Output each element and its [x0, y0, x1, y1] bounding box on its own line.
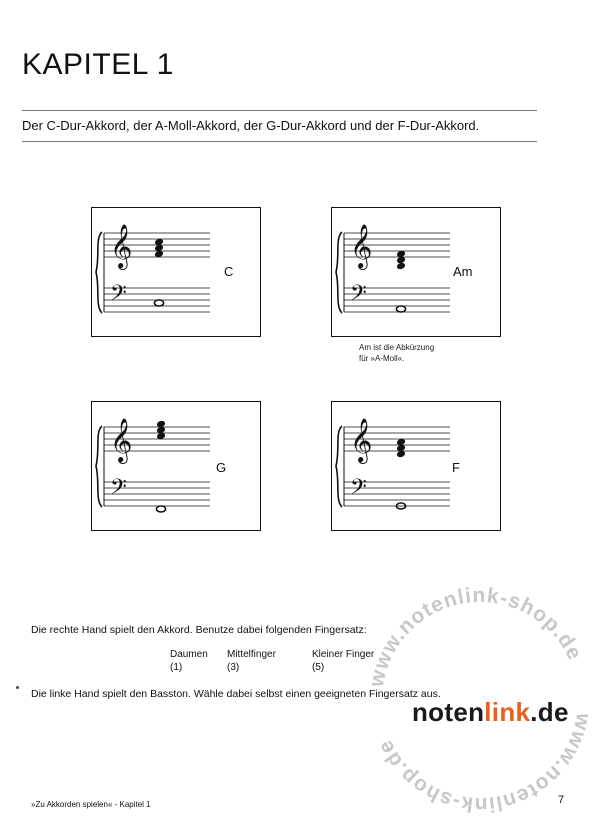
- chapter-subtitle: Der C-Dur-Akkord, der A-Moll-Akkord, der G-Dur-Akkord und der F-Dur-Akkord.: [22, 118, 480, 133]
- finger-thumb: [170, 648, 208, 674]
- treble-clef-icon: 𝄞: [110, 224, 133, 268]
- bass-clef-icon: 𝄢: [110, 281, 127, 311]
- chord-notation-c: [92, 208, 262, 338]
- header-rule-top: [22, 110, 537, 111]
- chord-box-f: [331, 401, 501, 531]
- bass-clef-icon: 𝄢: [350, 281, 367, 311]
- watermark-logo-noten: noten: [412, 697, 485, 727]
- chord-notes-c: [154, 238, 164, 306]
- am-note-line-1: Am ist die Abkürzung: [359, 343, 435, 352]
- finger-middle-name: Mittelfinger: [227, 649, 276, 660]
- grand-staff: [336, 224, 450, 313]
- treble-clef-icon: 𝄞: [350, 418, 373, 462]
- chord-name-f: F: [452, 460, 460, 475]
- chord-box-c: [91, 207, 261, 337]
- brace-icon: [96, 232, 102, 313]
- watermark-arc-2: www.notenlink-shop.de: [373, 711, 596, 817]
- bass-clef-icon: 𝄢: [110, 475, 127, 505]
- watermark-logo-de: .de: [530, 697, 569, 727]
- chord-name-am: Am: [453, 264, 473, 279]
- finger-middle-number: (3): [227, 662, 240, 673]
- chord-name-c: C: [224, 264, 234, 279]
- watermark-arc-1: www.notenlink-shop.de: [364, 583, 587, 689]
- treble-clef-icon: 𝄞: [110, 418, 133, 462]
- chord-notation-f: [332, 402, 502, 532]
- chord-notation-am: [332, 208, 502, 338]
- chord-box-g: [91, 401, 261, 531]
- finger-thumb-number: (1): [170, 662, 183, 673]
- watermark-logo-link: link: [484, 697, 531, 727]
- svg-text:www.notenlink-shop.de: [365, 584, 587, 690]
- bullet-dot: [16, 686, 19, 689]
- chord-notes-g: [156, 420, 166, 512]
- watermark-logo: [412, 697, 569, 728]
- chord-name-g: G: [216, 460, 227, 475]
- chapter-title: KAPITEL 1: [22, 48, 174, 81]
- chord-notes-am: [396, 250, 406, 312]
- chord-box-am: [331, 207, 501, 337]
- right-hand-instruction: Die rechte Hand spielt den Akkord. Benutze dabei folgenden Fingersatz:: [31, 624, 367, 636]
- brace-icon: [336, 426, 342, 507]
- am-note-line-2: für »A-Moll«.: [359, 354, 405, 363]
- grand-staff: [96, 418, 210, 507]
- grand-staff: [96, 224, 210, 313]
- bass-clef-icon: 𝄢: [350, 475, 367, 505]
- am-abbreviation-note: [359, 342, 434, 364]
- footer-source: »Zu Akkorden spielen« - Kapitel 1: [31, 800, 151, 809]
- finger-thumb-name: Daumen: [170, 649, 208, 660]
- finger-little-name: Kleiner Finger: [312, 649, 375, 660]
- chord-notes-f: [396, 438, 406, 509]
- chord-notation-g: [92, 402, 262, 532]
- grand-staff: [336, 418, 450, 507]
- finger-middle: [227, 648, 276, 674]
- brace-icon: [336, 232, 342, 313]
- header-rule-bottom: [22, 141, 537, 142]
- left-hand-instruction: Die linke Hand spielt den Basston. Wähle dabei selbst einen geeigneten Fingersatz aus.: [31, 688, 441, 700]
- treble-clef-icon: 𝄞: [350, 224, 373, 268]
- finger-little-number: (5): [312, 662, 325, 673]
- page-number: 7: [558, 794, 565, 806]
- brace-icon: [96, 426, 102, 507]
